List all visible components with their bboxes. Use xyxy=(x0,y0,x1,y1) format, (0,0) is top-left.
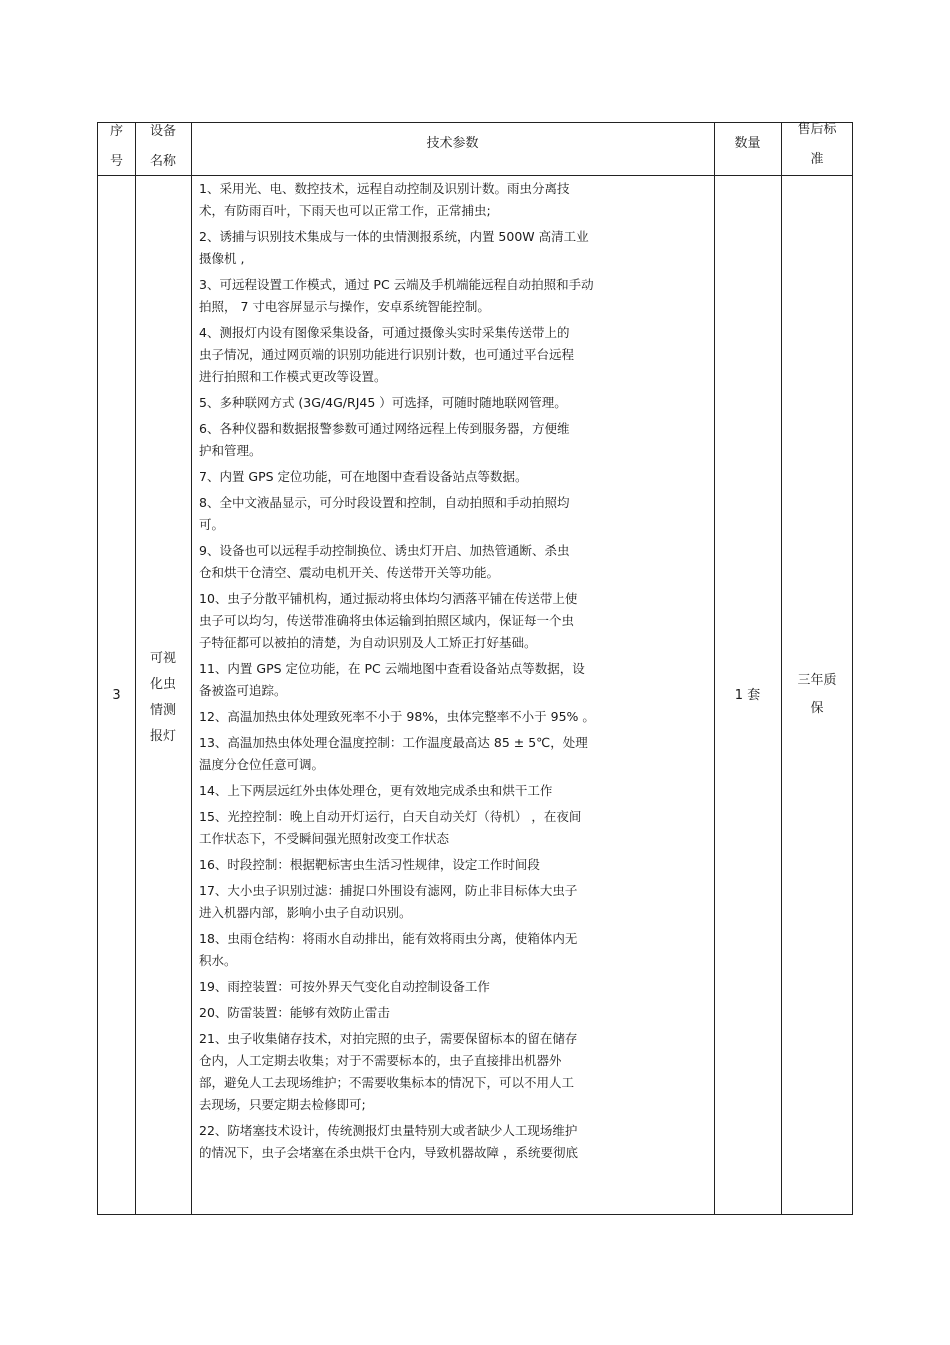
param-line: 虫子情况，通过网页端的识别功能进行识别计数，也可通过平台远程 xyxy=(199,347,575,362)
row-quantity: 1 套 xyxy=(734,688,761,703)
param-item xyxy=(199,732,699,776)
param-item xyxy=(199,854,699,876)
param-line: 备被盗可追踪。 xyxy=(199,683,287,698)
param-line: 19、雨控装置：可按外界天气变化自动控制设备工作 xyxy=(199,979,490,994)
param-item xyxy=(199,1028,699,1116)
header-tech-params: 技术参数 xyxy=(426,136,479,151)
param-line: 15、光控控制：晚上自动开灯运行，白天自动关灯（待机） ，在夜间 xyxy=(199,809,582,824)
param-line: 2、诱捕与识别技术集成与一体的虫情测报系统，内置 500W 高清工业 xyxy=(199,229,589,244)
param-line: 进行拍照和工作模式更改等设置。 xyxy=(199,369,387,384)
param-line: 仓内，人工定期去收集；对于不需要标本的，虫子直接排出机器外 xyxy=(199,1053,562,1068)
param-item xyxy=(199,1120,699,1164)
param-line: 拍照， 7 寸电容屏显示与操作，安卓系统智能控制。 xyxy=(199,299,490,314)
param-line: 温度分仓位任意可调。 xyxy=(199,757,325,772)
param-line: 21、虫子收集储存技术，对拍完照的虫子，需要保留标本的留在储存 xyxy=(199,1031,578,1046)
param-line: 8、全中文液晶显示，可分时段设置和控制，自动拍照和手动拍照均 xyxy=(199,495,570,510)
row-index: 3 xyxy=(112,688,121,703)
param-item xyxy=(199,226,699,270)
row-after-sales: 三年质 保 xyxy=(797,673,837,716)
param-line: 11、内置 GPS 定位功能，在 PC 云端地图中查看设备站点等数据，设 xyxy=(199,661,585,676)
param-line: 6、各种仪器和数据报警参数可通过网络远程上传到服务器，方便维 xyxy=(199,421,570,436)
param-item xyxy=(199,658,699,702)
param-line: 3、可远程设置工作模式，通过 PC 云端及手机端能远程自动拍照和手动 xyxy=(199,277,594,292)
param-item xyxy=(199,588,699,654)
param-item xyxy=(199,492,699,536)
tech-params-list xyxy=(199,178,699,1164)
header-quantity: 数量 xyxy=(734,136,761,151)
spec-table xyxy=(97,122,853,1215)
param-item xyxy=(199,1002,699,1024)
param-line: 子特征都可以被拍的清楚，为自动识别及人工矫正打好基础。 xyxy=(199,635,537,650)
param-item xyxy=(199,780,699,802)
param-line: 12、高温加热虫体处理致死率不小于 98%，虫体完整率不小于 95% 。 xyxy=(199,709,595,724)
param-line: 摄像机 , xyxy=(199,251,245,266)
param-line: 16、时段控制：根据靶标害虫生活习性规律，设定工作时间段 xyxy=(199,857,540,872)
param-item xyxy=(199,274,699,318)
param-line: 1、采用光、电、数控技术，远程自动控制及识别计数。雨虫分离技 xyxy=(199,181,570,196)
param-line: 虫子可以均匀，传送带准确将虫体运输到拍照区域内，保证每一个虫 xyxy=(199,613,575,628)
param-line: 积水。 xyxy=(199,953,237,968)
header-divider xyxy=(98,175,852,176)
param-line: 部，避免人工去现场维护；不需要收集标本的情况下，可以不用人工 xyxy=(199,1075,575,1090)
header-device-name: 设备 名称 xyxy=(149,124,176,169)
param-item xyxy=(199,418,699,462)
param-line: 5、多种联网方式 (3G/4G/RJ45 ）可选择，可随时随地联网管理。 xyxy=(199,395,567,410)
param-line: 20、防雷装置：能够有效防止雷击 xyxy=(199,1005,390,1020)
param-line: 工作状态下，不受瞬间强光照射改变工作状态 xyxy=(199,831,450,846)
param-line: 10、虫子分散平铺机构，通过振动将虫体均匀洒落平铺在传送带上使 xyxy=(199,591,578,606)
param-line: 进入机器内部，影响小虫子自动识别。 xyxy=(199,905,412,920)
header-after-sales: 售后标 准 xyxy=(797,122,837,167)
param-item xyxy=(199,976,699,998)
param-line: 去现场，只要定期去检修即可; xyxy=(199,1097,366,1112)
param-line: 仓和烘干仓清空、震动电机开关、传送带开关等功能。 xyxy=(199,565,500,580)
param-line: 9、设备也可以远程手动控制换位、诱虫灯开启、加热管通断、杀虫 xyxy=(199,543,570,558)
row-device-name: 可视 化虫 情测 报灯 xyxy=(149,651,176,744)
param-item xyxy=(199,540,699,584)
param-line: 18、虫雨仓结构：将雨水自动排出，能有效将雨虫分离，使箱体内无 xyxy=(199,931,578,946)
param-line: 13、高温加热虫体处理仓温度控制：工作温度最高达 85 ± 5℃，处理 xyxy=(199,735,588,750)
param-line: 17、大小虫子识别过滤：捕捉口外围设有滤网，防止非目标体大虫子 xyxy=(199,883,578,898)
param-line: 14、上下两层远红外虫体处理仓，更有效地完成杀虫和烘干工作 xyxy=(199,783,553,798)
param-item xyxy=(199,880,699,924)
param-line: 7、内置 GPS 定位功能，可在地图中查看设备站点等数据。 xyxy=(199,469,528,484)
param-line: 的情况下，虫子会堵塞在杀虫烘干仓内，导致机器故障 ，系统要彻底 xyxy=(199,1145,578,1160)
header-index: 序 号 xyxy=(109,124,123,169)
param-item xyxy=(199,928,699,972)
param-line: 术，有防雨百叶，下雨天也可以正常工作，正常捕虫; xyxy=(199,203,491,218)
param-line: 22、防堵塞技术设计，传统测报灯虫量特别大或者缺少人工现场维护 xyxy=(199,1123,578,1138)
param-line: 护和管理。 xyxy=(199,443,262,458)
param-item xyxy=(199,466,699,488)
param-item xyxy=(199,322,699,388)
param-item xyxy=(199,806,699,850)
col-divider xyxy=(714,123,715,1214)
col-divider xyxy=(191,123,192,1214)
param-item xyxy=(199,392,699,414)
param-item xyxy=(199,706,699,728)
param-item xyxy=(199,178,699,222)
param-line: 4、测报灯内设有图像采集设备，可通过摄像头实时采集传送带上的 xyxy=(199,325,570,340)
param-line: 可。 xyxy=(199,517,225,532)
